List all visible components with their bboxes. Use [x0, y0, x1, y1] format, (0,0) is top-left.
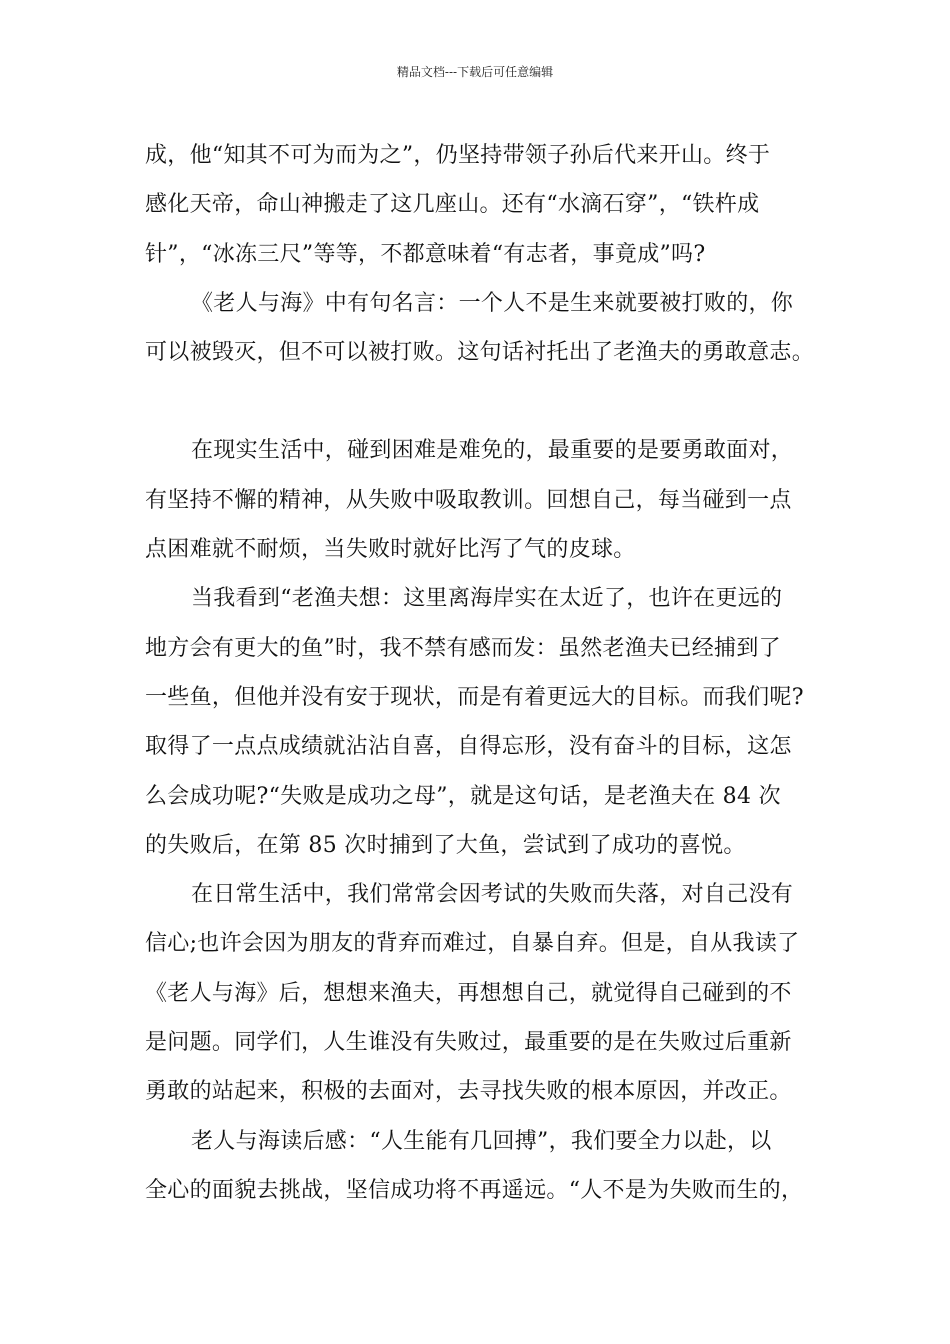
text-line: 是问题。同学们，人生谁没有失败过，最重要的是在失败过后重新	[145, 1030, 792, 1056]
text-line: 可以被毁灭，但不可以被打败。这句话衬托出了老渔夫的勇敢意志。	[145, 340, 815, 366]
text-line: 么会成功呢?“失败是成功之母”，就是这句话，是老渔夫在 84 次	[145, 783, 781, 809]
text-line: 勇敢的站起来，积极的去面对，去寻找失败的根本原因，并改正。	[145, 1079, 792, 1105]
text-line: 在日常生活中，我们常常会因考试的失败而失落，对自己没有	[191, 882, 794, 908]
text-line: 的失败后，在第 85 次时捕到了大鱼，尝试到了成功的喜悦。	[145, 832, 746, 858]
text-line: 点困难就不耐烦，当失败时就好比泻了气的皮球。	[145, 537, 636, 563]
text-line: 老人与海读后感：“人生能有几回搏”，我们要全力以赴，以	[191, 1128, 772, 1154]
text-line: 针”，“冰冻三尺”等等，不都意味着“有志者，事竟成”吗?	[145, 241, 706, 267]
document-body	[145, 131, 815, 1215]
text-line: 当我看到“老渔夫想：这里离海岸实在太近了，也许在更远的	[191, 586, 783, 612]
text-line: 一些鱼，但他并没有安于现状，而是有着更远大的目标。而我们呢?	[145, 684, 804, 710]
text-line: 《老人与海》后，想想来渔夫，再想想自己，就觉得自己碰到的不	[145, 980, 792, 1006]
paragraph	[145, 131, 815, 279]
page-header: 精品文档---下载后可任意编辑	[396, 65, 554, 79]
text-line: 有坚持不懈的精神，从失败中吸取教训。回想自己，每当碰到一点	[145, 487, 792, 513]
text-line: 成，他“知其不可为而为之”，仍坚持带领子孙后代来开山。终于	[145, 143, 771, 168]
text-line: 在现实生活中，碰到困难是难免的，最重要的是要勇敢面对，	[191, 438, 794, 464]
paragraph	[145, 279, 815, 378]
text-line: 全心的面貌去挑战，坚信成功将不再遥远。“人不是为失败而生的，	[145, 1177, 804, 1203]
paragraph	[145, 870, 815, 1116]
text-line: 取得了一点点成绩就沾沾自喜，自得忘形，没有奋斗的目标，这怎	[145, 734, 792, 760]
text-line: 感化天帝，命山神搬走了这几座山。还有“水滴石穿”，“铁杵成	[145, 192, 760, 218]
paragraph-gap	[145, 377, 815, 426]
text-line: 《老人与海》中有句名言：一个人不是生来就要被打败的，你	[191, 290, 794, 316]
paragraph	[145, 426, 815, 574]
paragraph	[145, 1117, 815, 1216]
text-line: 信心;也许会因为朋友的背弃而难过，自暴自弃。但是，自从我读了	[145, 931, 800, 957]
paragraph	[145, 574, 815, 870]
text-line: 地方会有更大的鱼”时，我不禁有感而发：虽然老渔夫已经捕到了	[145, 635, 781, 661]
